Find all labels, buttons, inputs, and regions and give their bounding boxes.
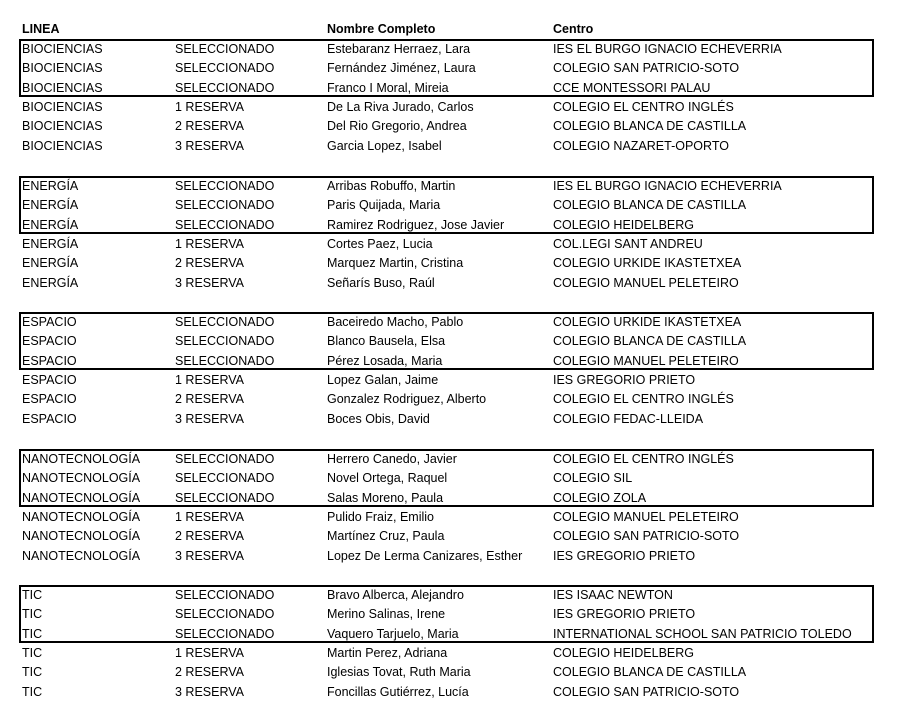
linea-cell: NANOTECNOLOGÍA (22, 548, 141, 563)
estado-cell: 3 RESERVA (175, 411, 245, 426)
table-row (22, 605, 882, 624)
centro-cell: IES GREGORIO PRIETO (553, 548, 696, 563)
linea-cell: BIOCIENCIAS (22, 138, 103, 153)
table-row (22, 59, 882, 78)
centro-cell: COLEGIO EL CENTRO INGLÉS (553, 392, 734, 407)
nombre-cell: Garcia Lopez, Isabel (327, 138, 442, 153)
centro-cell: COLEGIO ZOLA (553, 490, 647, 505)
nombre-cell: Martínez Cruz, Paula (327, 529, 445, 544)
estado-cell: SELECCIONADO (175, 588, 275, 602)
table-row (22, 196, 882, 215)
table-row (22, 489, 882, 508)
linea-cell: ENERGÍA (22, 275, 79, 290)
centro-cell: INTERNATIONAL SCHOOL SAN PATRICIO TOLEDO (553, 626, 852, 641)
nombre-cell: Estebaranz Herraez, Lara (327, 42, 471, 56)
estado-cell: SELECCIONADO (175, 490, 275, 505)
nombre-cell: Franco I Moral, Mireia (327, 80, 449, 95)
linea-cell: NANOTECNOLOGÍA (22, 529, 141, 544)
nombre-cell: Merino Salinas, Irene (327, 607, 446, 622)
centro-cell: COLEGIO EL CENTRO INGLÉS (553, 99, 734, 114)
table-row (22, 352, 882, 371)
linea-cell: TIC (22, 645, 43, 660)
nombre-cell: Señarís Buso, Raúl (327, 275, 435, 290)
centro-cell: COLEGIO BLANCA DE CASTILLA (553, 334, 747, 349)
linea-cell: NANOTECNOLOGÍA (22, 452, 141, 466)
table-row (22, 527, 882, 546)
table-row (22, 274, 882, 293)
table-row (22, 586, 882, 605)
nombre-cell: Bravo Alberca, Alejandro (327, 588, 464, 602)
estado-cell: 2 RESERVA (175, 392, 245, 407)
estado-cell: SELECCIONADO (175, 607, 275, 622)
nombre-cell: Martin Perez, Adriana (327, 645, 448, 660)
linea-cell: ESPACIO (22, 392, 77, 407)
table-row (22, 117, 882, 136)
linea-cell: ESPACIO (22, 411, 77, 426)
table-row (22, 683, 882, 702)
nombre-cell: Pulido Fraiz, Emilio (327, 509, 434, 524)
centro-cell: COLEGIO SAN PATRICIO-SOTO (553, 684, 740, 699)
estado-cell: SELECCIONADO (175, 353, 275, 368)
estado-cell: SELECCIONADO (175, 471, 275, 486)
estado-cell: SELECCIONADO (175, 61, 275, 76)
table-row (22, 313, 882, 332)
linea-cell: TIC (22, 607, 43, 622)
centro-cell: COLEGIO EL CENTRO INGLÉS (553, 452, 734, 466)
linea-cell: BIOCIENCIAS (22, 42, 103, 56)
estado-cell: 2 RESERVA (175, 256, 245, 271)
linea-cell: NANOTECNOLOGÍA (22, 471, 141, 486)
linea-cell: NANOTECNOLOGÍA (22, 490, 141, 505)
nombre-cell: Ramirez Rodriguez, Jose Javier (327, 217, 505, 232)
table-row (22, 644, 882, 663)
nombre-cell: Cortes Paez, Lucia (327, 236, 433, 251)
estado-cell: SELECCIONADO (175, 80, 275, 95)
linea-cell: TIC (22, 665, 43, 680)
centro-cell: COLEGIO URKIDE IKASTETXEA (553, 256, 742, 271)
table-row (22, 254, 882, 273)
estado-cell: 1 RESERVA (175, 99, 245, 114)
nombre-cell: Herrero Canedo, Javier (327, 452, 457, 466)
table-row (22, 450, 882, 469)
estado-cell: 3 RESERVA (175, 138, 245, 153)
nombre-cell: Baceiredo Macho, Pablo (327, 315, 464, 329)
header-linea: LINEA (22, 22, 60, 36)
linea-cell: TIC (22, 684, 43, 699)
table-row (22, 235, 882, 254)
nombre-cell: Marquez Martin, Cristina (327, 256, 464, 271)
centro-cell: COLEGIO SAN PATRICIO-SOTO (553, 529, 740, 544)
centro-cell: IES GREGORIO PRIETO (553, 372, 696, 387)
nombre-cell: Lopez De Lerma Canizares, Esther (327, 548, 523, 563)
linea-cell: ESPACIO (22, 334, 77, 349)
centro-cell: COLEGIO SAN PATRICIO-SOTO (553, 61, 740, 76)
linea-cell: BIOCIENCIAS (22, 61, 103, 76)
nombre-cell: Lopez Galan, Jaime (327, 372, 439, 387)
table-row (22, 40, 882, 59)
estado-cell: SELECCIONADO (175, 334, 275, 349)
linea-cell: ENERGÍA (22, 236, 79, 251)
centro-cell: COLEGIO BLANCA DE CASTILLA (553, 198, 747, 213)
centro-cell: COLEGIO HEIDELBERG (553, 645, 695, 660)
nombre-cell: Boces Obis, David (327, 411, 430, 426)
linea-cell: ESPACIO (22, 353, 77, 368)
nombre-cell: Foncillas Gutiérrez, Lucía (327, 684, 469, 699)
estado-cell: SELECCIONADO (175, 217, 275, 232)
table-row (22, 663, 882, 682)
table-row (22, 177, 882, 196)
table-row (22, 410, 882, 429)
centro-cell: IES EL BURGO IGNACIO ECHEVERRIA (553, 42, 782, 56)
estado-cell: 1 RESERVA (175, 509, 245, 524)
nombre-cell: Fernández Jiménez, Laura (327, 61, 476, 76)
estado-cell: 2 RESERVA (175, 529, 245, 544)
estado-cell: 3 RESERVA (175, 275, 245, 290)
nombre-cell: Paris Quijada, Maria (327, 198, 441, 213)
linea-cell: ENERGÍA (22, 179, 79, 193)
nombre-cell: Novel Ortega, Raquel (327, 471, 448, 486)
estado-cell: SELECCIONADO (175, 626, 275, 641)
centro-cell: COL.LEGI SANT ANDREU (553, 236, 703, 251)
nombre-cell: Vaquero Tarjuelo, Maria (327, 626, 459, 641)
linea-cell: ESPACIO (22, 315, 77, 329)
table-row (22, 332, 882, 351)
centro-cell: COLEGIO FEDAC-LLEIDA (553, 411, 704, 426)
linea-cell: ENERGÍA (22, 217, 79, 232)
centro-cell: IES ISAAC NEWTON (553, 588, 673, 602)
linea-cell: BIOCIENCIAS (22, 80, 103, 95)
estado-cell: SELECCIONADO (175, 179, 275, 193)
table-row (22, 508, 882, 527)
nombre-cell: Salas Moreno, Paula (327, 490, 444, 505)
nombre-cell: Blanco Bausela, Elsa (327, 334, 446, 349)
table-row (22, 98, 882, 117)
linea-cell: NANOTECNOLOGÍA (22, 509, 141, 524)
estado-cell: 1 RESERVA (175, 645, 245, 660)
table-row (22, 371, 882, 390)
table-row (22, 216, 882, 235)
centro-cell: COLEGIO HEIDELBERG (553, 217, 695, 232)
centro-cell: COLEGIO NAZARET-OPORTO (553, 138, 729, 153)
linea-cell: ENERGÍA (22, 198, 79, 213)
centro-cell: COLEGIO MANUEL PELETEIRO (553, 353, 739, 368)
centro-cell: COLEGIO BLANCA DE CASTILLA (553, 119, 747, 134)
centro-cell: COLEGIO MANUEL PELETEIRO (553, 509, 739, 524)
nombre-cell: Arribas Robuffo, Martin (327, 179, 456, 193)
estado-cell: 2 RESERVA (175, 119, 245, 134)
estado-cell: SELECCIONADO (175, 452, 275, 466)
table-row (22, 79, 882, 98)
nombre-cell: Pérez Losada, Maria (327, 353, 443, 368)
centro-cell: COLEGIO BLANCA DE CASTILLA (553, 665, 747, 680)
table-row (22, 469, 882, 488)
estado-cell: SELECCIONADO (175, 198, 275, 213)
centro-cell: CCE MONTESSORI PALAU (553, 80, 711, 95)
centro-cell: IES GREGORIO PRIETO (553, 607, 696, 622)
table-row (22, 547, 882, 566)
estado-cell: 3 RESERVA (175, 548, 245, 563)
nombre-cell: Gonzalez Rodriguez, Alberto (327, 392, 487, 407)
estado-cell: 1 RESERVA (175, 372, 245, 387)
estado-cell: SELECCIONADO (175, 42, 275, 56)
linea-cell: TIC (22, 588, 43, 602)
estado-cell: 3 RESERVA (175, 684, 245, 699)
estado-cell: 2 RESERVA (175, 665, 245, 680)
linea-cell: TIC (22, 626, 43, 641)
header-nombre: Nombre Completo (327, 22, 436, 36)
table-row (22, 625, 882, 644)
header-centro: Centro (553, 22, 594, 36)
centro-cell: IES EL BURGO IGNACIO ECHEVERRIA (553, 179, 782, 193)
centro-cell: COLEGIO URKIDE IKASTETXEA (553, 315, 742, 329)
estado-cell: SELECCIONADO (175, 315, 275, 329)
linea-cell: BIOCIENCIAS (22, 99, 103, 114)
linea-cell: BIOCIENCIAS (22, 119, 103, 134)
nombre-cell: Del Rio Gregorio, Andrea (327, 119, 467, 134)
centro-cell: COLEGIO MANUEL PELETEIRO (553, 275, 739, 290)
table-row (22, 137, 882, 156)
estado-cell: 1 RESERVA (175, 236, 245, 251)
linea-cell: ENERGÍA (22, 256, 79, 271)
nombre-cell: Iglesias Tovat, Ruth Maria (327, 665, 471, 680)
linea-cell: ESPACIO (22, 372, 77, 387)
nombre-cell: De La Riva Jurado, Carlos (327, 99, 474, 114)
table-row (22, 390, 882, 409)
centro-cell: COLEGIO SIL (553, 471, 633, 486)
